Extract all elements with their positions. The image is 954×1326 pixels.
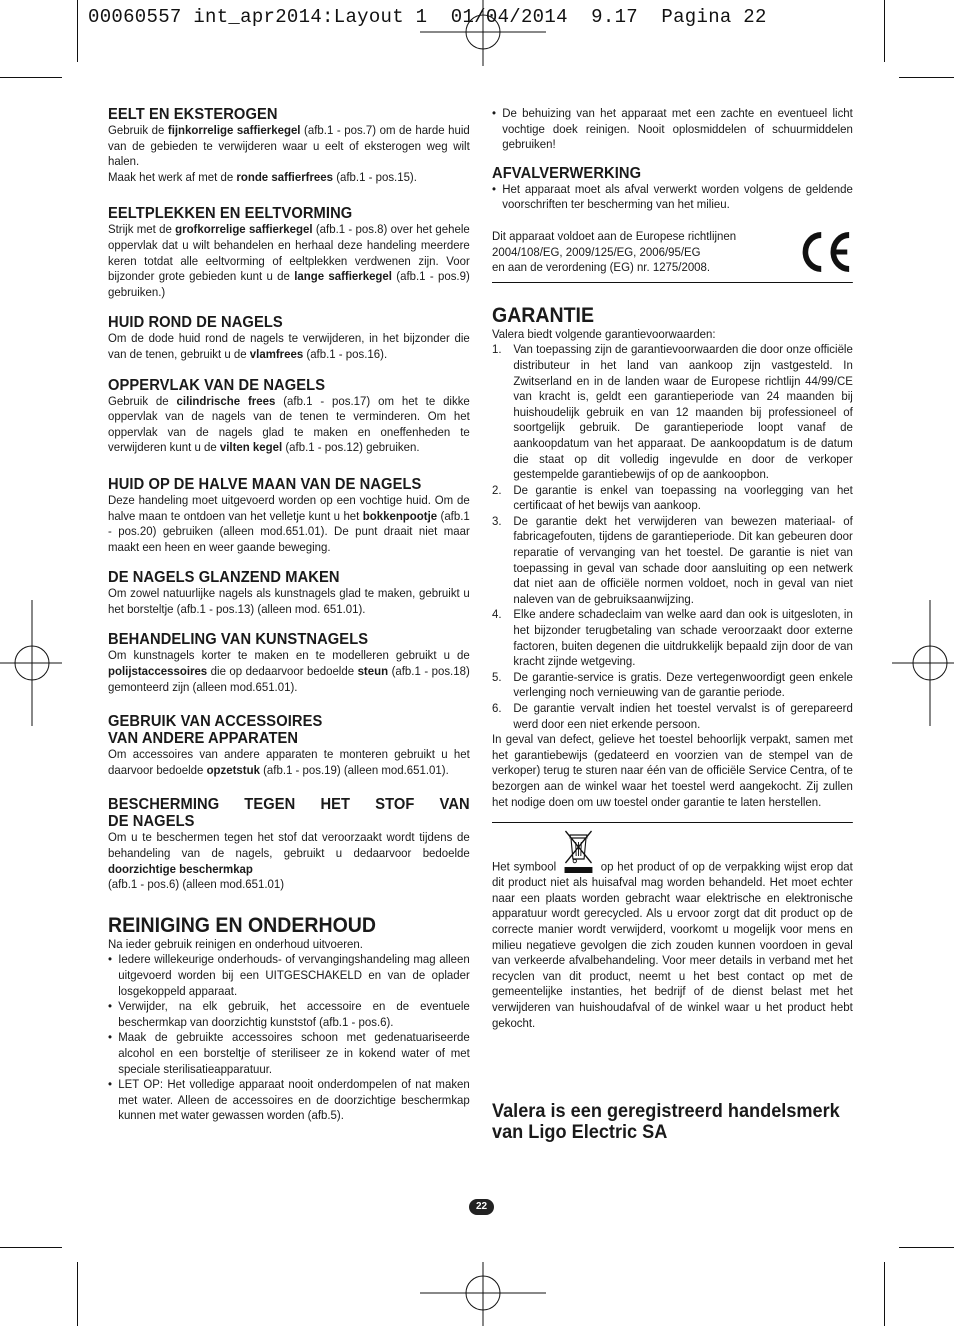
section-huid-rond-nagels — [108, 314, 470, 362]
list-item — [492, 342, 853, 482]
ce-text — [492, 229, 736, 276]
section-heading: HUID OP DE HALVE MAAN VAN DE NAGELS — [108, 475, 422, 493]
section-reiniging — [108, 915, 470, 1124]
heading-line: GEBRUIK VAN ACCESSOIRES — [108, 713, 323, 731]
paragraph — [108, 123, 470, 170]
item-number: 6. — [492, 701, 502, 715]
ce-declaration — [492, 229, 853, 283]
text: Om u te beschermen tegen het stof dat veroorzaakt wordt tijdens de behandeling van de nagels, gebruikt u dedaarvoor bedoelde — [108, 830, 470, 861]
section-heading: DE NAGELS — [108, 813, 195, 831]
bold-term: bokkenpootje — [362, 508, 438, 523]
divider — [492, 822, 853, 823]
paragraph: In geval van defect, gelieve het toestel behoorlijk verpakt, samen met het garantiebewijs (gedateerd en voorzien van de stempel van de verkoper) terug te sturen naar één van de officiële Service Centra, of te bezorgen aan de winkel waar het toestel werd aangekocht. Zij zullen het nodige doen om uw toestel onder garantie te laten herstellen. — [492, 732, 853, 809]
bold-term: cilindrische frees — [176, 393, 276, 408]
text: (afb.1 - pos.18) gemonteerd zijn (alleen mod.651.01). — [108, 664, 470, 694]
text: (afb.1 - pos.9) gebruiken.) — [108, 269, 470, 299]
section-garantie — [492, 305, 853, 810]
text: Gebruik de — [108, 393, 177, 408]
paragraph: Na ieder gebruik reinigen en onderhoud uitvoeren. — [108, 936, 363, 951]
heading-line: VAN ANDERE APPARATEN — [108, 730, 299, 748]
section-heading — [108, 713, 470, 747]
section-afvalverwerking — [492, 165, 853, 213]
bullet-list — [492, 106, 853, 153]
section-heading: BEHANDELING VAN KUNSTNAGELS — [108, 631, 369, 649]
section-bescherming — [108, 796, 470, 892]
bold-term: opzetstuk — [206, 762, 260, 777]
section-heading: EELTPLEKKEN EN EELTVORMING — [108, 205, 353, 223]
bold-term: grofkorrelige saffierkegel — [175, 222, 313, 237]
section-heading-large: GARANTIE — [492, 303, 594, 327]
text: De garantie-service is gratis. Deze vertegenwoordigt geen enkele verlenging noch vernieuwing van de garantie periode. — [513, 669, 853, 700]
crop-mark — [0, 1247, 62, 1248]
section-glanzend — [108, 569, 470, 617]
bold-term: ronde saffierfrees — [236, 169, 334, 184]
bold-term: vlamfrees — [249, 346, 304, 361]
paragraph: Valera biedt volgende garantievoorwaarden: — [492, 326, 716, 341]
right-column — [492, 106, 853, 1143]
text-line: 2004/108/EG, 2009/125/EG, 2006/95/EG — [492, 244, 701, 259]
paragraph — [492, 827, 853, 1031]
list-item — [492, 607, 853, 669]
crop-mark — [899, 77, 954, 78]
list-item — [492, 701, 853, 732]
registration-mark-right — [892, 600, 954, 726]
text: erop dat dit product niet als huisafval mag worden behandeld. Het moet echter naar een plaats worden gebracht waar elektrische en elektronische apparatuur wordt gerecycled. Als u ervoor zorgt dat dit product op de correcte manier wordt verwijderd, voorkomt u mogelijk voor mens en milieu negatieve gevolgen die zich zouden kunnen voordoen in geval van verkeerde afvalbehandeling. Voor meer details in verband met het recyclen van dit product, neemt u het best contact op met de gemeentelijke instanties, het bedrijf of de dienst belast met het verwijderen van huishoudafval of de winkel waar u het product hebt gekocht. — [492, 859, 853, 1030]
text: Om accessoires van andere apparaten te monteren gebruikt u het daarvoor bedoelde — [108, 747, 470, 777]
paragraph — [108, 493, 470, 555]
text: die op dedaarvoor bedoelde — [207, 664, 358, 679]
section-weee — [492, 827, 853, 1031]
text: Maak het werk af met de — [108, 169, 237, 184]
crop-mark — [899, 1247, 954, 1248]
list-item: • LET OP: Het volledige apparaat nooit onderdompelen of nat maken met water. Alleen de accessoires en de doorzichtige beschermkap kunnen met water gewassen worden (afb.5). — [108, 1077, 470, 1124]
paragraph — [108, 830, 470, 892]
text: Om de dode huid rond de nagels te verwijderen, in het bijzonder die van de tenen, gebruikt u de — [108, 331, 470, 361]
paragraph — [108, 222, 470, 300]
list-item: • Het apparaat moet als afval verwerkt worden volgens de geldende voorschriften ter bescherming van het milieu. — [492, 182, 853, 213]
paragraph — [108, 648, 470, 695]
bullet-list — [492, 182, 853, 213]
section-accessoires — [108, 713, 470, 778]
page-number-badge: 22 — [469, 1199, 494, 1215]
section-eelt — [108, 106, 470, 185]
section-oppervlak-nagels — [108, 377, 470, 456]
section-heading — [108, 796, 470, 813]
bold-term: fijnkorrelige saffierkegel — [167, 123, 301, 137]
list-item: • Iedere willekeurige onderhouds- of vervangingshandeling mag alleen uitgevoerd worden bij een UITGESCHAKELD en van de oplader losgekoppeld apparaat. — [108, 952, 470, 999]
bullet-list — [108, 952, 470, 1124]
crop-mark — [884, 0, 885, 62]
bold-term: lange saffierkegel — [294, 269, 392, 284]
text: Strijk met de — [108, 222, 176, 237]
text: (afb.1 - pos.15). — [333, 169, 417, 184]
text-line: en aan de verordening (EG) nr. 1275/2008. — [492, 260, 711, 275]
item-number: 5. — [492, 669, 502, 684]
left-column — [108, 106, 470, 1124]
text-line: Dit apparaat voldoet aan de Europese richtlijnen — [492, 228, 737, 243]
section-heading: EELT EN EKSTEROGEN — [108, 106, 278, 123]
text: Om kunstnagels korter te maken en te modelleren gebruikt u de — [108, 648, 470, 663]
text: (afb.1 - pos.20) gebruiken (alleen mod.651.01). De punt draait niet maar maakt een heen en weer gaande beweging. — [108, 508, 470, 554]
text: Van toepassing zijn de garantievoorwaarden die door onze officiële distributeur in het land van aankoop zijn vastgesteld. In Zwitserland en in de landen waar de Europese richtlijn 44/99/CE van kracht is, geldt een garantieperiode van 24 maanden bij huishoudelijk gebruik en van 12 maanden bij professioneel of soortgelijk gebruik. De garantieperiode loopt vanaf de aankoopdatum van het apparaat. De aankoopdatum is de datum die staat op dit volledig ingevulde en door de verkoper gestempelde garantiebewijs of op de aankoopbon. — [513, 342, 853, 482]
heading-line: BESCHERMING TEGEN HET STOF VAN — [108, 796, 470, 814]
paragraph — [108, 747, 470, 778]
list-item — [492, 483, 853, 514]
paragraph: Om zowel natuurlijke nagels als kunstnagels glad te maken, gebruikt u het borsteltje (afb.1 - pos.13) (alleen mod. 651.01). — [108, 586, 470, 616]
paragraph — [108, 170, 470, 186]
text: Elke andere schadeclaim van welke aard dan ook is uitgesloten, in het bijzonder terugbetaling van schade veroorzaakt door externe factoren, buiten degenen die uitdrukkelijk bepaald zijn door de van kracht zijnde wetgeving. — [513, 607, 853, 669]
text: (afb.1 - pos.8) over het gehele oppervlak dat u wilt behandelen en herhaal deze handeling meerdere keren totdat alle eeltvorming of eeltplekken verdwenen zijn. Voor bijzonder grote gebieden kunt u de — [108, 222, 470, 284]
item-number: 3. — [492, 513, 502, 528]
list-item: • Verwijder, na elk gebruik, het accessoire en de eventuele beschermkap van doorzichtig kunststof (afb.1 - pos.6). — [108, 999, 470, 1030]
registration-mark-left — [0, 600, 62, 726]
text: Deze handeling moet uitgevoerd worden op een vochtige huid. Om de halve maan te ontdoen van het velletje kunt u het — [108, 492, 470, 523]
section-heading: OPPERVLAK VAN DE NAGELS — [108, 376, 326, 394]
text: De garantie is enkel van toepassing na voorlegging van het certificaat of het bewijs van aankoop. — [513, 482, 853, 513]
text: Het symbool — [492, 859, 557, 874]
crop-mark — [884, 1262, 885, 1326]
text: (afb.1 - pos.12) gebruiken. — [282, 440, 420, 455]
text: (afb.1 - pos.17) om het te dikke oppervlak van de nagels van de tenen te verminderen. Om het oppervlak van de nagels glad te maken en oneffenheden te verwijderen kunt u de — [108, 393, 470, 455]
numbered-list — [492, 342, 853, 732]
bold-term: vilten kegel — [219, 440, 283, 455]
text: (afb.1 - pos.7) om de harde huid van de gebieden te verwijderen waar u eelt of eksterogen weg wilt halen. — [108, 123, 470, 169]
crop-mark — [77, 0, 78, 62]
paragraph — [108, 394, 470, 456]
registration-mark-bottom — [420, 1262, 546, 1326]
print-slug: 00060557 int_apr2014:Layout 1 01/04/2014 9.17 Pagina 22 — [88, 6, 767, 28]
section-eeltplekken — [108, 205, 470, 300]
bold-term: polijstaccessoires — [108, 664, 208, 679]
section-heading: AFVALVERWERKING — [492, 164, 642, 182]
text: Gebruik de — [108, 123, 168, 137]
section-halve-maan — [108, 476, 470, 555]
crop-mark — [0, 77, 62, 78]
section-heading: HUID ROND DE NAGELS — [108, 314, 283, 332]
text: op het product of op de verpakking wijst — [600, 859, 807, 874]
section-heading: DE NAGELS GLANZEND MAKEN — [108, 569, 340, 587]
paragraph — [108, 331, 470, 362]
trademark-notice — [492, 1101, 853, 1143]
crop-mark — [77, 1262, 78, 1326]
item-number: 4. — [492, 607, 502, 622]
text: De garantie dekt het verwijderen van bewezen materiaal- of fabricagefouten, tijdens de garantieperiode. Dit kan gebeuren door reparatie of vervanging van het toestel. De garantie is niet van toepassing in geval van schade door aansluiting op een netwerk dat niet aan de officiële normen voldoet, noch in geval van niet naleven van de gebruiksaanwijzing. — [513, 513, 853, 606]
item-number: 2. — [492, 482, 502, 497]
ce-mark-icon — [797, 229, 853, 275]
text: (afb.1 - pos.19) (alleen mod.651.01). — [259, 762, 449, 777]
registration-mark-top — [420, 0, 546, 66]
section-heading-large: REINIGING EN ONDERHOUD — [108, 913, 377, 937]
text: (afb.1 - pos.16). — [303, 346, 388, 361]
crossed-bin-icon — [562, 827, 595, 875]
list-item: • De behuizing van het apparaat met een zachte en eventueel licht vochtige doek reinigen. Nooit oplosmiddelen of schuurmiddelen gebruiken! — [492, 106, 853, 153]
text: De garantie vervalt indien het toestel vervalst is of gerepareerd werd door een niet erkende persoon. — [513, 701, 853, 731]
list-item: • Maak de gebruikte accessoires schoon met gedenatuariseerde alcohol en een borsteltje of steriliseer ze in kokend water of met speciale sterilisatieapparatuur. — [108, 1030, 470, 1077]
item-number: 1. — [492, 342, 502, 357]
text-line: Valera is een geregistreerd handelsmerk — [492, 1100, 840, 1123]
list-item — [492, 670, 853, 701]
list-item — [492, 514, 853, 608]
text: (afb.1 - pos.6) (alleen mod.651.01) — [108, 877, 285, 892]
bold-term: doorzichtige beschermkap — [108, 861, 253, 876]
bold-term: steun — [357, 664, 389, 679]
section-kunstnagels — [108, 631, 470, 695]
text-line: van Ligo Electric SA — [492, 1121, 668, 1144]
